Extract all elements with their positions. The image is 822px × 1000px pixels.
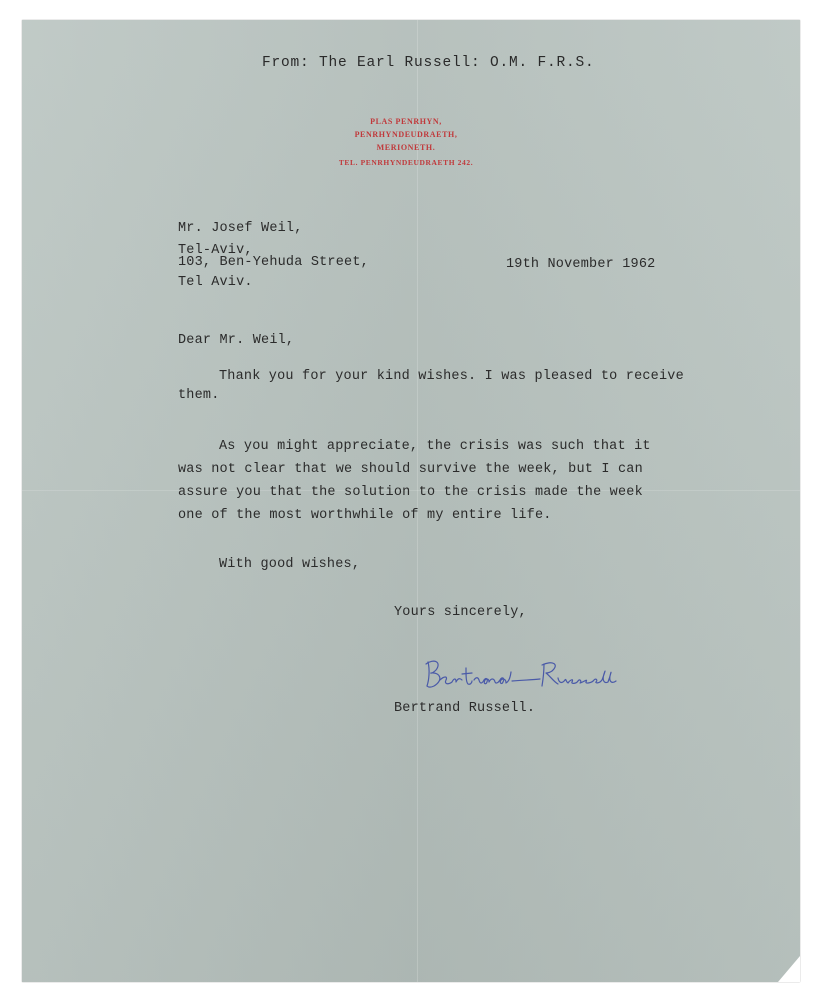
letterhead-phone: TEL. PENRHYNDEUDRAETH 242. xyxy=(338,158,474,167)
signature-ink xyxy=(422,656,662,698)
closing: Yours sincerely, xyxy=(394,605,527,620)
letter-date: 19th November 1962 xyxy=(506,257,656,272)
body-line: As you might appreciate, the crisis was such that it xyxy=(219,439,651,454)
letterhead-line: MERIONETH. xyxy=(376,143,436,152)
signatory-name: Bertrand Russell. xyxy=(394,701,536,716)
address-line: Mr. Josef Weil, xyxy=(178,221,303,236)
folded-corner xyxy=(778,956,800,982)
body-line: assure you that the solution to the crisis made the week xyxy=(178,485,643,500)
body-line: them. xyxy=(178,388,220,403)
body-line: With good wishes, xyxy=(219,557,361,572)
address-line: Tel-Aviv, xyxy=(178,243,253,258)
from-line: From: The Earl Russell: O.M. F.R.S. xyxy=(262,55,595,71)
address-line: Tel Aviv. xyxy=(178,275,253,290)
letter-sheet xyxy=(22,20,800,982)
body-line: was not clear that we should survive the week, but I can xyxy=(178,462,643,477)
address-line: 103, Ben-Yehuda Street, xyxy=(178,255,369,270)
letterhead-line: PLAS PENRHYN, xyxy=(370,117,442,126)
body-line: one of the most worthwhile of my entire life. xyxy=(178,508,552,523)
letterhead-line: PENRHYNDEUDRAETH, xyxy=(354,130,458,139)
salutation: Dear Mr. Weil, xyxy=(178,333,295,348)
body-line: Thank you for your kind wishes. I was pleased to receive xyxy=(219,369,684,384)
handwritten-signature xyxy=(422,656,662,703)
